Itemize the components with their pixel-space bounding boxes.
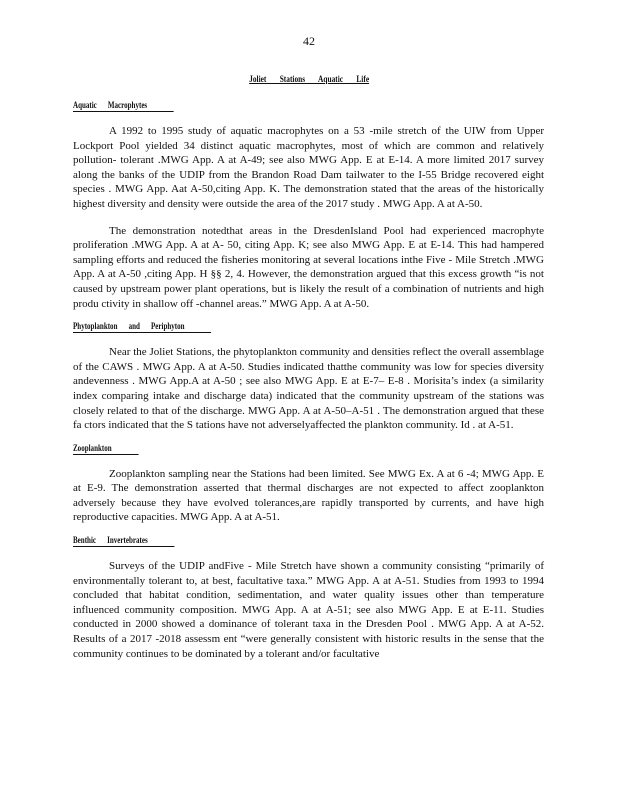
section-phytoplankton-and-periphyton (73, 321, 544, 433)
paragraph: A 1992 to 1995 study of aquatic macrophytes on a 53 -mile stretch of the UIW from Upper Lockport Pool yielded 34 distinct aquatic macrophytes, most of which are common and relatively pollution- tolerant .MWG App. A at A-49; see also MWG App. E at E-14. A more limited 2017 survey along the banks of the UDIP from the Brandon Road Dam tailwater to the I-55 Bridge recovered eight species . MWG App. Aat A-50,citing App. K. The demonstration stated that the areas of the historically highest diversity and density were outside the area of the 2017 study . MWG App. A at A-50. (73, 125, 544, 210)
document-title-text: Joliet Stations Aquatic Life (249, 74, 369, 84)
paragraph: The demonstration notedthat areas in the DresdenIsland Pool had experienced macrophyte proliferation .MWG App. A at A- 50, citing App. K; see also MWG App. E at E-14. This had hampered sampling efforts and reduced the fisheries monitoring at several locations inthe Five - Mile Stretch .MWG App. A at A-50 ,citing App. H §§ 2, 4. However, the demonstration argued that this excess growth “is not caused by upstream power plant operations, but is likely the result of a combination of nutrients and high produ ctivity in shallow off -channel areas.” MWG App. A at A-50. (73, 224, 544, 310)
paragraph: Zooplankton sampling near the Stations had been limited. See MWG Ex. A at 6 -4; MWG App. E at E-9. The demonstration asserted that thermal discharges are not expected to affect zooplankton adversely because they have evolved tolerances,are rapidly transported by currents, and have high reproductive capacities. MWG App. A at A-51. (73, 467, 544, 524)
section-heading: Aquatic Macrophytes (73, 100, 544, 112)
section-benthic-invertebrates (73, 535, 544, 661)
section-heading: Zooplankton (73, 443, 544, 455)
section-heading: Phytoplankton and Periphyton (73, 321, 544, 333)
section-aquatic-macrophytes (73, 100, 544, 311)
page-number: 42 (303, 34, 315, 48)
paragraph: Near the Joliet Stations, the phytoplankton community and densities reflect the overall assemblage of the CAWS . MWG App. A at A-50. Studies indicated thatthe community was low for species diversity andevenness . MWG App.A at A-50 ; see also MWG App. E at E-7– E-8 . Morisita’s index (a similarity index comparing intake and discharge data) indicated that the community upstream of the stations was closely related to that of the discharge. MWG App. A at A-50–A-51 . The demonstration argued that these fa ctors indicated that the S tations have not adverselyaffected the plankton community. Id . at A-51. (73, 346, 544, 432)
document-title (0, 74, 618, 85)
document-body (73, 100, 544, 661)
section-zooplankton (73, 443, 544, 525)
section-heading: Benthic Invertebrates (73, 535, 544, 547)
paragraph: Surveys of the UDIP andFive - Mile Stretch have shown a community consisting “primarily of environmentally tolerant to, at best, facultative taxa.” MWG App. A at A-51. Studies from 1993 to 1994 concluded that habitat condition, sedimentation, and water quality issues other than temperature influenced community composition. MWG App. A at A-51; see also MWG App. E at E-11. Studies conducted in 2000 showed a dominance of tolerant taxa in the Dresden Pool . MWG App. A at A-52. Results of a 2017 -2018 assessm ent “were generally consistent with historic results in the sense that the community continues to be dominated by a tolerant and/or facultative (73, 560, 544, 660)
